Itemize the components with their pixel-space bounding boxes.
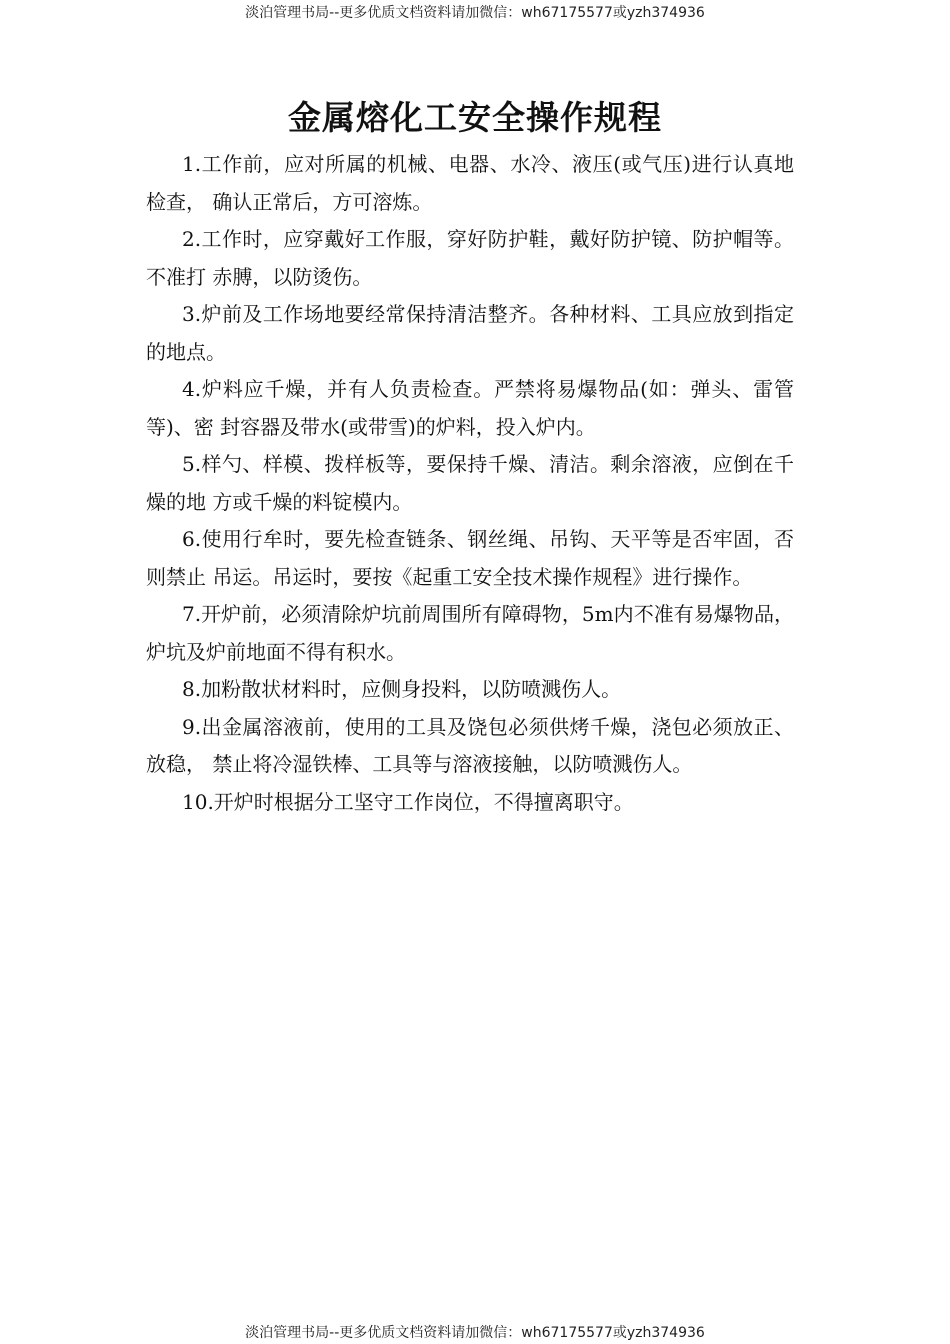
rule-item-10: 10.开炉时根据分工坚守工作岗位，不得擅离职守。 xyxy=(182,789,634,814)
rule-item-6: 6.使用行牟时，要先检查链条、钢丝绳、吊钩、天平等是否牢固，否则禁止 吊运。吊运时，要按《起重工安全技术操作规程》进行操作。 xyxy=(146,527,794,589)
header-watermark-text: 淡泊管理书局--更多优质文档资料请加微信：wh67175577或yzh374936 xyxy=(245,5,705,21)
footer-watermark-text: 淡泊管理书局--更多优质文档资料请加微信：wh67175577或yzh374936 xyxy=(245,1325,705,1341)
rule-item-2: 2.工作时，应穿戴好工作服，穿好防护鞋，戴好防护镜、防护帽等。不准打 赤膊，以防烫伤。 xyxy=(146,227,794,289)
rule-item-8: 8.加粉散状材料时，应侧身投料，以防喷溅伤人。 xyxy=(182,677,622,701)
rule-item-5: 5.样勺、样模、拨样板等，要保持千燥、清洁。剩余溶液，应倒在千燥的地 方或千燥的料锭模内。 xyxy=(146,452,794,514)
document-body xyxy=(146,146,794,821)
page-title: 金属熔化工安全操作规程 xyxy=(288,98,662,137)
rule-item-3: 3.炉前及工作场地要经常保持清洁整齐。各种材料、工具应放到指定的地点。 xyxy=(146,302,794,364)
rule-item-9: 9.出金属溶液前，使用的工具及饶包必须供烤千燥，浇包必须放正、放稳， 禁止将冷湿铁棒、工具等与溶液接触，以防喷溅伤人。 xyxy=(146,714,794,776)
rule-item-1: 1.工作前，应对所属的机械、电器、水冷、液压(或气压)进行认真地检查， 确认正常后，方可溶炼。 xyxy=(146,152,794,214)
rule-item-7: 7.开炉前，必须清除炉坑前周围所有障碍物，5m内不准有易爆物品，炉坑及炉前地面不得有积水。 xyxy=(146,602,794,664)
rule-item-4: 4.炉料应千燥，并有人负责检查。严禁将易爆物品(如：弹头、雷管等)、密 封容器及带水(或带雪)的炉料，投入炉内。 xyxy=(146,377,794,439)
